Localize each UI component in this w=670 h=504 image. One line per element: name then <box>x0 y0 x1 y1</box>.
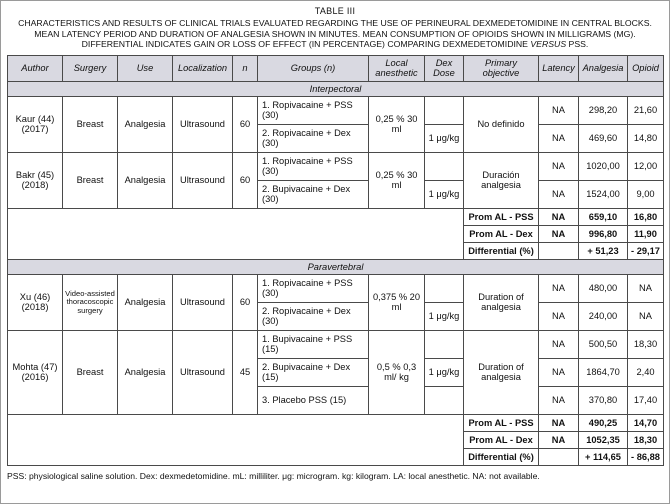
table-footnote: PSS: physiological saline solution. Dex: dexmedetomidine. mL: milliliter. μg: microgram. kg: kilogram. LA: local anesthetic. NA: not available. <box>7 470 540 481</box>
cell-bakr-dex-dose-1-empty <box>425 152 464 180</box>
cell-xu-latency2: NA <box>539 302 579 330</box>
cell-mohta-latency3: NA <box>539 386 579 414</box>
col-header-analgesia: Analgesia <box>579 55 628 81</box>
cell-mohta-objective: Duration of analgesia <box>464 330 539 414</box>
cell-xu-local-anesthetic: 0,375 % 20 ml <box>369 274 425 330</box>
summary-latency-differential-empty <box>539 242 579 259</box>
cell-mohta-n: 45 <box>233 330 258 414</box>
cell-bakr-localization: Ultrasound <box>173 152 233 208</box>
cell-kaur-localization: Ultrasound <box>173 96 233 152</box>
summary-label-differential: Differential (%) <box>464 448 539 465</box>
section-label-interpectoral: Interpectoral <box>8 81 664 96</box>
summary-opioid-pss: 14,70 <box>628 414 664 431</box>
col-header-use: Use <box>118 55 173 81</box>
summary-latency-differential-empty <box>539 448 579 465</box>
cell-bakr-opioid1: 12,00 <box>628 152 664 180</box>
summary-opioid-dex: 18,30 <box>628 431 664 448</box>
section-label-paravertebral: Paravertebral <box>8 259 664 274</box>
col-header-dex-dose: Dex Dose <box>425 55 464 81</box>
cell-bakr-author: Bakr (45) (2018) <box>8 152 63 208</box>
cell-bakr-dex-dose2: 1 μg/kg <box>425 180 464 208</box>
cell-xu-author: Xu (46) (2018) <box>8 274 63 330</box>
cell-mohta-analgesia1: 500,50 <box>579 330 628 358</box>
cell-xu-latency1: NA <box>539 274 579 302</box>
cell-kaur-opioid2: 14,80 <box>628 124 664 152</box>
summary-analgesia-differential: + 51,23 <box>579 242 628 259</box>
cell-kaur-author: Kaur (44) (2017) <box>8 96 63 152</box>
cell-kaur-analgesia1: 298,20 <box>579 96 628 124</box>
cell-kaur-group1: 1. Ropivacaine + PSS (30) <box>258 96 369 124</box>
header-row <box>8 55 664 81</box>
summary-label-prom-pss: Prom AL - PSS <box>464 208 539 225</box>
col-header-surgery: Surgery <box>63 55 118 81</box>
cell-kaur-n: 60 <box>233 96 258 152</box>
cell-kaur-surgery: Breast <box>63 96 118 152</box>
cell-mohta-dex-dose2: 1 μg/kg <box>425 358 464 386</box>
summary-opioid-pss: 16,80 <box>628 208 664 225</box>
summary-opioid-differential: - 86,88 <box>628 448 664 465</box>
cell-bakr-opioid2: 9,00 <box>628 180 664 208</box>
cell-mohta-surgery: Breast <box>63 330 118 414</box>
col-header-localization: Localization <box>173 55 233 81</box>
cell-xu-opioid2: NA <box>628 302 664 330</box>
cell-mohta-dex-dose-3-empty <box>425 386 464 414</box>
col-header-primary-objective: Primary objective <box>464 55 539 81</box>
summary-analgesia-dex: 1052,35 <box>579 431 628 448</box>
caption-versus-italic: VERSUS <box>530 39 567 50</box>
cell-xu-localization: Ultrasound <box>173 274 233 330</box>
table-row <box>8 330 664 358</box>
cell-xu-analgesia1: 480,00 <box>579 274 628 302</box>
cell-mohta-latency1: NA <box>539 330 579 358</box>
summary-row <box>8 208 664 225</box>
cell-xu-analgesia2: 240,00 <box>579 302 628 330</box>
cell-xu-group1: 1. Ropivacaine + PSS (30) <box>258 274 369 302</box>
cell-bakr-use: Analgesia <box>118 152 173 208</box>
cell-kaur-latency2: NA <box>539 124 579 152</box>
cell-mohta-opioid3: 17,40 <box>628 386 664 414</box>
cell-kaur-local-anesthetic: 0,25 % 30 ml <box>369 96 425 152</box>
cell-bakr-analgesia1: 1020,00 <box>579 152 628 180</box>
col-header-author: Author <box>8 55 63 81</box>
section-row <box>8 81 664 96</box>
cell-xu-dex-dose2: 1 μg/kg <box>425 302 464 330</box>
cell-mohta-opioid1: 18,30 <box>628 330 664 358</box>
cell-xu-objective: Duration of analgesia <box>464 274 539 330</box>
cell-mohta-group1: 1. Bupivacaine + PSS (15) <box>258 330 369 358</box>
summary-spacer <box>8 208 464 259</box>
cell-xu-group2: 2. Ropivacaine + Dex (30) <box>258 302 369 330</box>
cell-kaur-opioid1: 21,60 <box>628 96 664 124</box>
summary-analgesia-pss: 490,25 <box>579 414 628 431</box>
caption-text-2: PSS. <box>566 39 589 50</box>
cell-mohta-analgesia3: 370,80 <box>579 386 628 414</box>
summary-latency-dex: NA <box>539 431 579 448</box>
cell-bakr-surgery: Breast <box>63 152 118 208</box>
cell-kaur-dex-dose-1-empty <box>425 96 464 124</box>
cell-kaur-use: Analgesia <box>118 96 173 152</box>
cell-bakr-latency1: NA <box>539 152 579 180</box>
summary-label-differential: Differential (%) <box>464 242 539 259</box>
summary-row <box>8 414 664 431</box>
table-caption <box>15 18 655 50</box>
cell-bakr-analgesia2: 1524,00 <box>579 180 628 208</box>
cell-mohta-local-anesthetic: 0,5 % 0,3 ml/ kg <box>369 330 425 414</box>
caption-text-1: CHARACTERISTICS AND RESULTS OF CLINICAL TRIALS EVALUATED REGARDING THE USE OF PERINEURAL DEXMEDETOMIDINE IN CENTRAL BLOCKS. MEAN LATENCY PERIOD AND DURATION OF ANALGESIA SHOWN IN MINUTES. MEAN CONSUMPTION OF OPIOIDS SHOWN IN MILLIGRAMS (MG). DIFFERENTIAL INDICATES GAIN OR LOSS OF EFFECT (IN PERCENTAGE) COMPARING DEXMEDETOMIDINE <box>18 18 652 50</box>
col-header-local-anesthetic: Local anesthetic <box>369 55 425 81</box>
cell-bakr-latency2: NA <box>539 180 579 208</box>
cell-mohta-use: Analgesia <box>118 330 173 414</box>
cell-mohta-group2: 2. Bupivacaine + Dex (15) <box>258 358 369 386</box>
summary-latency-dex: NA <box>539 225 579 242</box>
cell-mohta-group3: 3. Placebo PSS (15) <box>258 386 369 414</box>
col-header-opioid: Opioid <box>628 55 664 81</box>
cell-bakr-group1: 1. Ropivacaine + PSS (30) <box>258 152 369 180</box>
table-row <box>8 274 664 302</box>
cell-xu-use: Analgesia <box>118 274 173 330</box>
col-header-n: n <box>233 55 258 81</box>
section-row <box>8 259 664 274</box>
cell-kaur-objective: No definido <box>464 96 539 152</box>
cell-xu-n: 60 <box>233 274 258 330</box>
cell-bakr-n: 60 <box>233 152 258 208</box>
cell-xu-surgery: Video-assisted thoracoscopic surgery <box>63 274 118 330</box>
table-row <box>8 96 664 124</box>
cell-kaur-group2: 2. Ropivacaine + Dex (30) <box>258 124 369 152</box>
summary-analgesia-differential: + 114,65 <box>579 448 628 465</box>
cell-xu-dex-dose-1-empty <box>425 274 464 302</box>
clinical-trials-table <box>7 55 664 466</box>
cell-mohta-author: Mohta (47) (2016) <box>8 330 63 414</box>
cell-kaur-latency1: NA <box>539 96 579 124</box>
cell-mohta-localization: Ultrasound <box>173 330 233 414</box>
summary-opioid-dex: 11,90 <box>628 225 664 242</box>
cell-bakr-group2: 2. Bupivacaine + Dex (30) <box>258 180 369 208</box>
summary-latency-pss: NA <box>539 208 579 225</box>
cell-mohta-analgesia2: 1864,70 <box>579 358 628 386</box>
cell-kaur-analgesia2: 469,60 <box>579 124 628 152</box>
summary-spacer <box>8 414 464 465</box>
summary-latency-pss: NA <box>539 414 579 431</box>
col-header-groups: Groups (n) <box>258 55 369 81</box>
cell-kaur-dex-dose2: 1 μg/kg <box>425 124 464 152</box>
col-header-latency: Latency <box>539 55 579 81</box>
cell-xu-opioid1: NA <box>628 274 664 302</box>
summary-label-prom-pss: Prom AL - PSS <box>464 414 539 431</box>
summary-label-prom-dex: Prom AL - Dex <box>464 225 539 242</box>
table-number-title: TABLE III <box>314 6 356 16</box>
cell-bakr-local-anesthetic: 0,25 % 30 ml <box>369 152 425 208</box>
cell-mohta-latency2: NA <box>539 358 579 386</box>
cell-bakr-objective: Duración analgesia <box>464 152 539 208</box>
cell-mohta-dex-dose-1-empty <box>425 330 464 358</box>
summary-opioid-differential: - 29,17 <box>628 242 664 259</box>
table-row <box>8 152 664 180</box>
summary-label-prom-dex: Prom AL - Dex <box>464 431 539 448</box>
summary-analgesia-dex: 996,80 <box>579 225 628 242</box>
summary-analgesia-pss: 659,10 <box>579 208 628 225</box>
cell-mohta-opioid2: 2,40 <box>628 358 664 386</box>
